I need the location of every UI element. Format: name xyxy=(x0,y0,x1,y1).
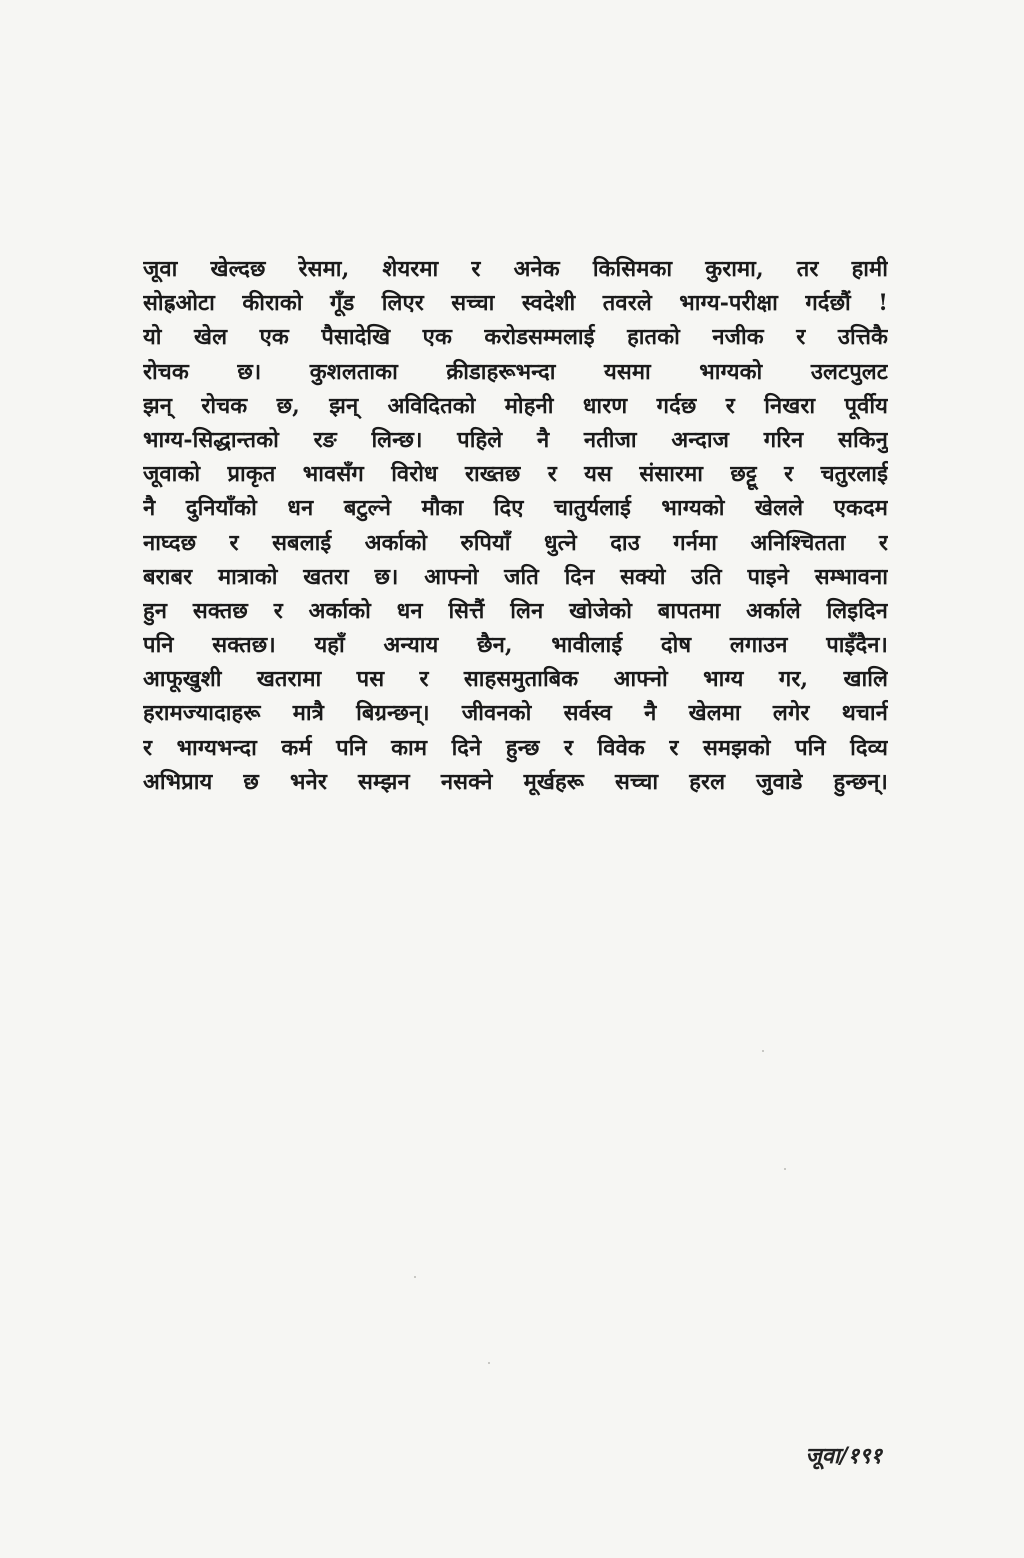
text-line: नै दुनियाँको धन बटुल्ने मौका दिए चातुर्यलाई भाग्यको खेलले एकदम xyxy=(143,495,888,522)
scan-speck xyxy=(784,1168,786,1170)
scan-speck xyxy=(414,1276,416,1278)
text-line: रोचक छ। कुशलताका क्रीडाहरूभन्दा यसमा भाग्यको उलटपुलट xyxy=(143,358,888,385)
body-paragraph xyxy=(143,252,888,799)
text-line: बराबर मात्राको खतरा छ। आफ्नो जति दिन सक्यो उति पाइने सम्भावना xyxy=(143,563,888,590)
scan-speck xyxy=(488,1362,490,1364)
text-line: अभिप्राय छ भनेर सम्झन नसक्ने मूर्खहरू सच्चा हरल जुवाडे हुन्छन्। xyxy=(143,768,888,795)
running-head-page-number: जूवा/१९१ xyxy=(805,1443,882,1469)
text-line: पनि सक्तछ। यहाँ अन्याय छैन, भावीलाई दोष लगाउन पाइँदैन। xyxy=(143,632,888,659)
scan-speck xyxy=(762,1050,764,1052)
text-line: जूवाको प्राकृत भावसँग विरोध राख्तछ र यस संसारमा छट्टू र चतुरलाई xyxy=(143,461,888,488)
text-line: हरामज्यादाहरू मात्रै बिग्रन्छन्। जीवनको सर्वस्व नै खेलमा लगेर थचार्न xyxy=(143,700,888,727)
text-line: यो खेल एक पैसादेखि एक करोडसम्मलाई हातको नजीक र उत्तिकै xyxy=(143,324,888,351)
text-line: सोह्रओटा कीराको गूँड लिएर सच्चा स्वदेशी तवरले भाग्य-परीक्षा गर्दछौं ! xyxy=(143,290,888,317)
text-line: आफूखुशी खतरामा पस र साहसमुताबिक आफ्नो भाग्य गर, खालि xyxy=(143,666,888,693)
text-line: नाघ्दछ र सबलाई अर्काको रुपियाँ धुत्ने दाउ गर्नमा अनिश्चितता र xyxy=(143,529,888,556)
text-line: हुन सक्तछ र अर्काको धन सित्तैं लिन खोजेको बापतमा अर्काले लिइदिन xyxy=(143,597,888,624)
text-line: झन् रोचक छ, झन् अविदितको मोहनी धारण गर्दछ र निखरा पूर्वीय xyxy=(143,392,888,419)
text-line: जूवा खेल्दछ रेसमा, शेयरमा र अनेक किसिमका कुरामा, तर हामी xyxy=(143,256,888,282)
text-line: र भाग्यभन्दा कर्म पनि काम दिने हुन्छ र विवेक र समझको पनि दिव्य xyxy=(143,734,888,761)
text-line: भाग्य-सिद्धान्तको रङ लिन्छ। पहिले नै नतीजा अन्दाज गरिन सकिनु xyxy=(143,426,888,453)
